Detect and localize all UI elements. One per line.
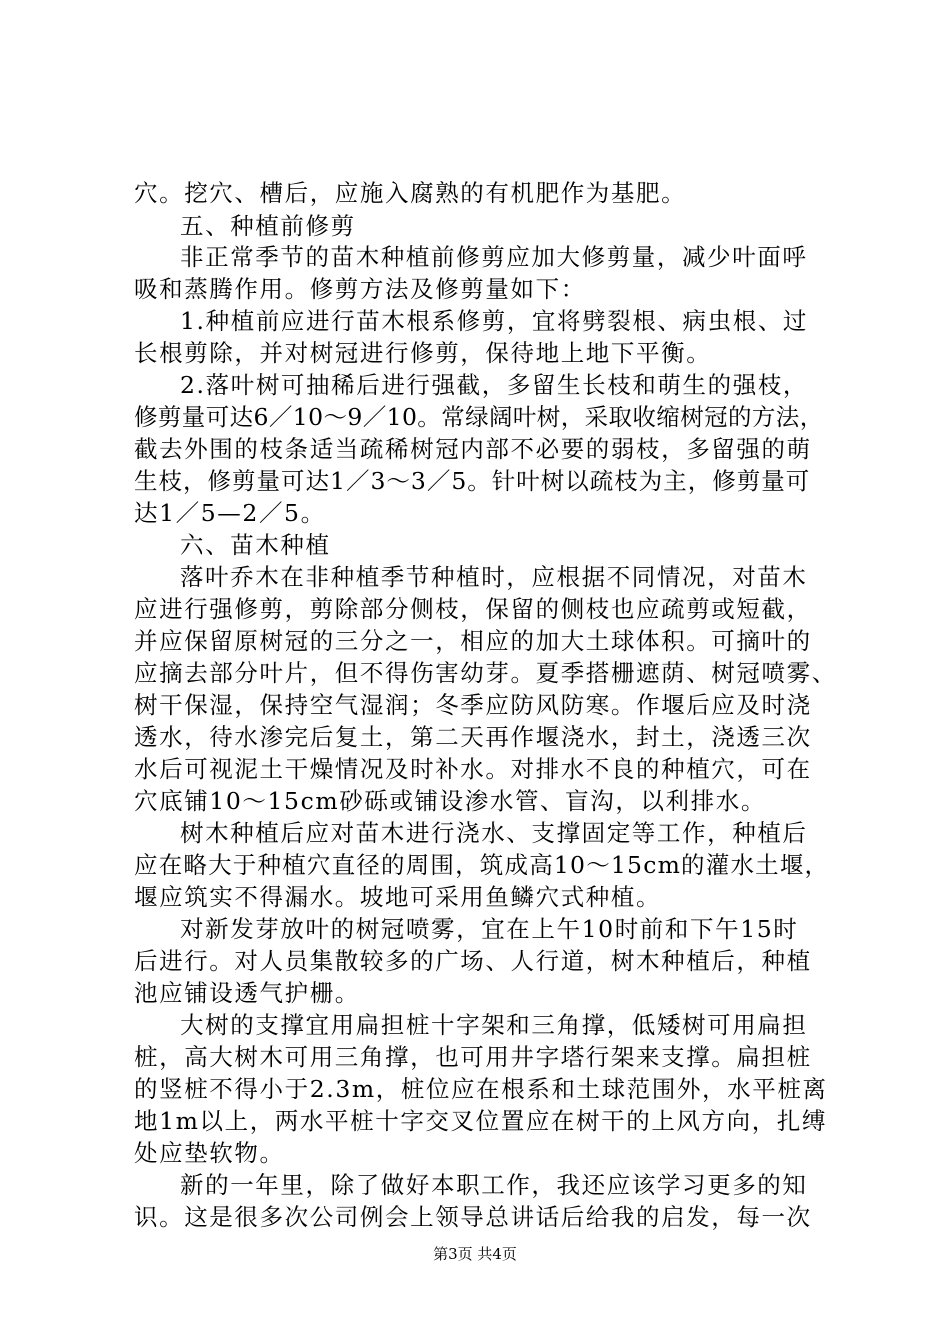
text-line: 应进行强修剪，剪除部分侧枝，保留的侧枝也应疏剪或短截， [134,595,812,623]
text-line: 池应铺设透气护栅。 [134,979,360,1007]
text-line: 落叶乔木在非种植季节种植时，应根据不同情况，对苗木 [180,563,808,591]
text-line: 截去外围的枝条适当疏稀树冠内部不必要的弱枝，多留强的萌 [134,435,812,463]
text-line: 树干保湿，保持空气湿润；冬季应防风防寒。作堰后应及时浇 [134,691,812,719]
text-line: 穴。挖穴、槽后，应施入腐熟的有机肥作为基肥。 [134,179,687,207]
text-line: 2.落叶树可抽稀后进行强截，多留生长枝和萌生的强枝， [180,371,809,399]
text-line: 对新发芽放叶的树冠喷雾，宜在上午10时前和下午15时 [180,915,799,943]
text-line: 地1m以上，两水平桩十字交叉位置应在树干的上风方向，扎缚 [134,1107,828,1135]
text-line: 并应保留原树冠的三分之一，相应的加大土球体积。可摘叶的 [134,627,812,655]
text-line: 水后可视泥土干燥情况及时补水。对排水不良的种植穴，可在 [134,755,812,783]
text-line: 应摘去部分叶片，但不得伤害幼芽。夏季搭栅遮荫、树冠喷雾、 [134,659,837,687]
text-line: 1.种植前应进行苗木根系修剪，宜将劈裂根、病虫根、过 [180,307,809,335]
text-line: 识。这是很多次公司例会上领导总讲话后给我的启发，每一次 [134,1203,812,1231]
text-line: 达1／5—2／5。 [134,499,326,527]
text-line: 桩，高大树木可用三角撑，也可用井字塔行架来支撑。扁担桩 [134,1043,812,1071]
text-line: 非正常季节的苗木种植前修剪应加大修剪量，减少叶面呼 [180,243,808,271]
text-line: 处应垫软物。 [134,1139,285,1167]
section-heading: 六、苗木种植 [180,531,331,559]
text-line: 树木种植后应对苗木进行浇水、支撑固定等工作，种植后 [180,819,808,847]
text-line: 应在略大于种植穴直径的周围，筑成高10～15cm的灌水土堰， [134,851,830,879]
page-number-footer: 第3页 共4页 [433,1245,517,1263]
text-line: 新的一年里，除了做好本职工作，我还应该学习更多的知 [180,1171,808,1199]
text-line: 修剪量可达6／10～9／10。常绿阔叶树，采取收缩树冠的方法， [134,403,824,431]
text-line: 长根剪除，并对树冠进行修剪，保待地上地下平衡。 [134,339,712,367]
text-line: 的竖桩不得小于2.3m，桩位应在根系和土球范围外，水平桩离 [134,1075,828,1103]
text-line: 后进行。对人员集散较多的广场、人行道，树木种植后，种植 [134,947,812,975]
section-heading: 五、种植前修剪 [180,212,356,240]
text-line: 吸和蒸腾作用。修剪方法及修剪量如下： [134,275,586,303]
text-line: 生枝，修剪量可达1／3～3／5。针叶树以疏枝为主，修剪量可 [134,467,811,495]
text-line: 大树的支撑宜用扁担桩十字架和三角撑，低矮树可用扁担 [180,1011,808,1039]
text-line: 穴底铺10～15cm砂砾或铺设渗水管、盲沟，以利排水。 [134,787,766,815]
text-line: 堰应筑实不得漏水。坡地可采用鱼鳞穴式种植。 [134,883,662,911]
text-line: 透水，待水渗完后复土，第二天再作堰浇水，封土，浇透三次 [134,723,812,751]
